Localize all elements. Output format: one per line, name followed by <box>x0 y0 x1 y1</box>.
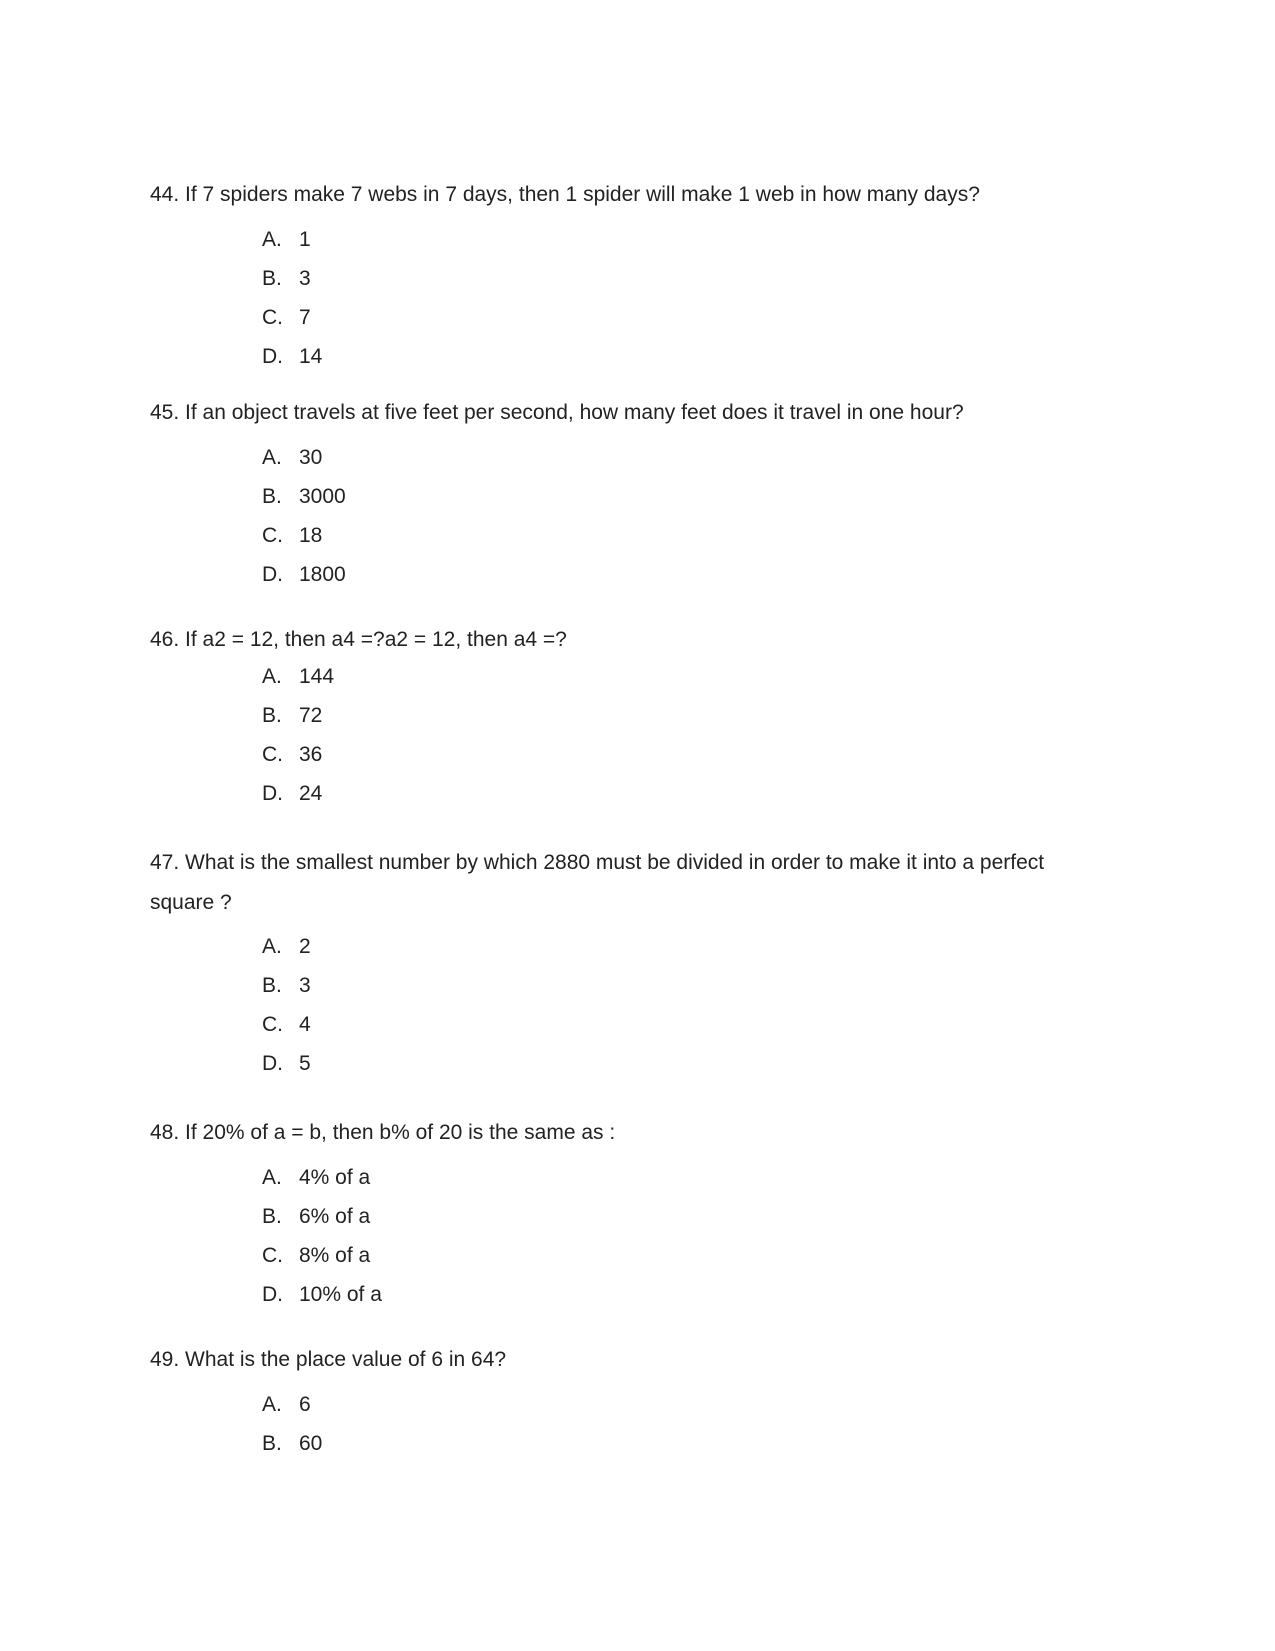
option-value: 4 <box>299 1012 311 1036</box>
option-letter: C. <box>262 305 283 329</box>
option-list <box>262 657 334 813</box>
option-item <box>262 657 334 696</box>
option-value: 4% of a <box>299 1165 371 1189</box>
option-item <box>262 298 322 337</box>
option-item <box>262 1275 382 1314</box>
option-value: 14 <box>299 344 323 368</box>
option-item <box>262 516 346 555</box>
option-letter: B. <box>262 266 282 290</box>
option-value: 3 <box>299 266 311 290</box>
option-value: 8% of a <box>299 1243 371 1267</box>
option-letter: A. <box>262 227 282 251</box>
option-item <box>262 774 334 813</box>
option-value: 72 <box>299 703 323 727</box>
option-item <box>262 1005 311 1044</box>
option-item <box>262 1044 311 1083</box>
option-letter: B. <box>262 1204 282 1228</box>
question-text: 48. If 20% of a = b, then b% of 20 is the same as : <box>150 1121 616 1144</box>
option-value: 6% of a <box>299 1204 371 1228</box>
option-value: 30 <box>299 445 323 469</box>
option-letter: D. <box>262 1282 283 1306</box>
option-list <box>262 927 311 1083</box>
question-text: 45. If an object travels at five feet per second, how many feet does it travel in one hour? <box>150 401 964 424</box>
option-value: 10% of a <box>299 1282 382 1306</box>
option-item <box>262 1385 322 1424</box>
option-item <box>262 438 346 477</box>
option-item <box>262 927 311 966</box>
option-value: 7 <box>299 305 311 329</box>
option-value: 6 <box>299 1392 311 1416</box>
question-text: 44. If 7 spiders make 7 webs in 7 days, then 1 spider will make 1 web in how many days? <box>150 183 980 206</box>
option-letter: A. <box>262 664 282 688</box>
option-letter: D. <box>262 781 283 805</box>
option-value: 1 <box>299 227 311 251</box>
option-item <box>262 966 311 1005</box>
option-value: 24 <box>299 781 323 805</box>
option-letter: D. <box>262 1051 283 1075</box>
option-value: 60 <box>299 1431 323 1455</box>
option-list <box>262 1158 382 1314</box>
option-item <box>262 735 334 774</box>
option-item <box>262 337 322 376</box>
option-value: 3 <box>299 973 311 997</box>
option-item <box>262 259 322 298</box>
option-letter: B. <box>262 973 282 997</box>
option-item <box>262 1197 382 1236</box>
question-text: 46. If a2 = 12, then a4 =?a2 = 12, then a4 =? <box>150 628 567 651</box>
option-value: 5 <box>299 1051 311 1075</box>
option-letter: C. <box>262 523 283 547</box>
option-item <box>262 477 346 516</box>
option-value: 18 <box>299 523 323 547</box>
option-letter: B. <box>262 484 282 508</box>
option-letter: A. <box>262 445 282 469</box>
option-value: 2 <box>299 934 311 958</box>
option-letter: B. <box>262 1431 282 1455</box>
option-letter: C. <box>262 1243 283 1267</box>
option-value: 36 <box>299 742 323 766</box>
option-item <box>262 696 334 735</box>
option-letter: C. <box>262 742 283 766</box>
option-list <box>262 1385 322 1463</box>
option-item <box>262 220 322 259</box>
option-item <box>262 1158 382 1197</box>
option-letter: A. <box>262 934 282 958</box>
option-letter: B. <box>262 703 282 727</box>
option-value: 1800 <box>299 562 346 586</box>
question-text: 47. What is the smallest number by which 2880 must be divided in order to make it into a perfect square ? <box>150 851 1045 914</box>
option-letter: C. <box>262 1012 283 1036</box>
option-letter: A. <box>262 1165 282 1189</box>
option-letter: D. <box>262 344 283 368</box>
option-value: 144 <box>299 664 335 688</box>
option-item <box>262 1424 322 1463</box>
option-list <box>262 438 346 594</box>
option-item <box>262 1236 382 1275</box>
option-letter: A. <box>262 1392 282 1416</box>
option-value: 3000 <box>299 484 346 508</box>
question-text: 49. What is the place value of 6 in 64? <box>150 1348 507 1371</box>
option-letter: D. <box>262 562 283 586</box>
option-list <box>262 220 322 376</box>
option-item <box>262 555 346 594</box>
